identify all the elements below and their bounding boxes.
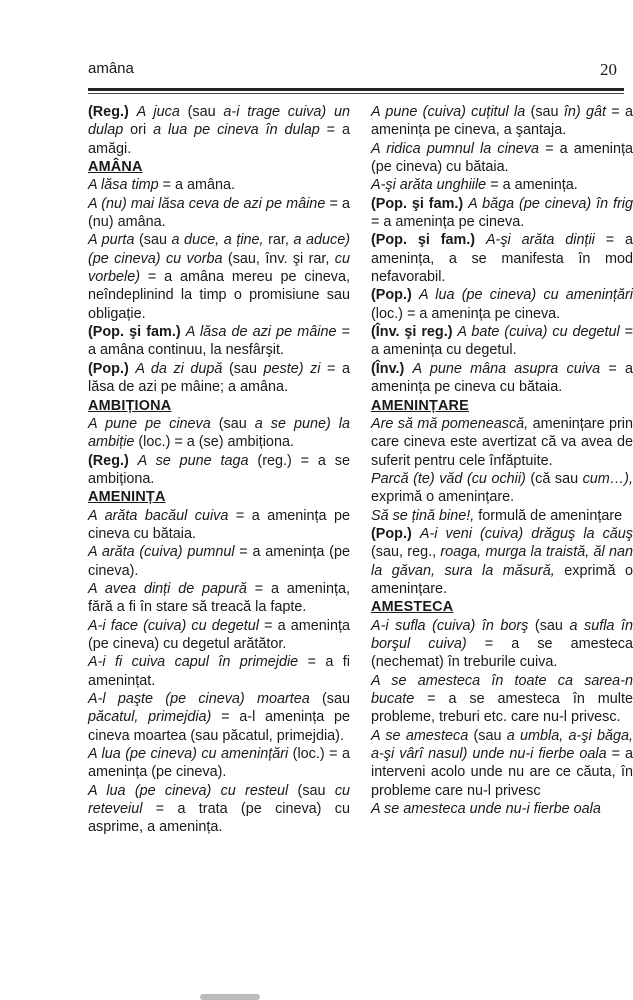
expression-text: a umbla, a-şi băga, a-şi vârî nasul) unde nu-i fierbe oala	[371, 727, 633, 763]
dictionary-entry	[371, 176, 633, 194]
definition-text: = a amenința (pe cineva) cu bătaia.	[371, 140, 633, 176]
definition-text: (sau	[210, 415, 255, 432]
definition-text: = a amenința pe cineva cu bătaia.	[371, 360, 633, 396]
definition-text: (loc.) = a (se) ambiționa.	[134, 434, 294, 451]
definition-text: = a amenința (pe cineva).	[88, 544, 350, 579]
expression-text: A-i sufla (cuiva) în borş	[371, 617, 529, 634]
dictionary-entry	[371, 360, 633, 397]
expression-text: A-i veni (cuiva) drăguş la căuş	[419, 525, 633, 542]
expression-text: a sufla în borşul cuiva)	[371, 617, 633, 652]
register-label: (Pop.)	[88, 360, 136, 377]
dictionary-entry	[88, 231, 350, 323]
expression-text: A lua (pe cineva) cu amenințări	[88, 746, 289, 763]
page-number: 20	[600, 60, 617, 79]
definition-text: = a amenința pe cineva, a şantaja.	[371, 104, 633, 139]
header-rule-thin	[88, 93, 624, 94]
expression-text: A avea dinți de papură	[88, 580, 247, 597]
expression-text: A-l paşte (pe cineva) moartea	[88, 691, 310, 707]
expression-text: cum…),	[582, 470, 633, 487]
register-label: (Reg.)	[88, 104, 137, 120]
dictionary-entry	[371, 231, 633, 286]
register-label: (Pop.)	[371, 525, 420, 542]
definition-text: = a trata (pe cineva) cu asprime, a amenința.	[88, 801, 350, 836]
expression-text: în) gât	[563, 104, 606, 120]
expression-text: Are să mă pomenească,	[371, 415, 529, 432]
dictionary-entry	[88, 507, 350, 544]
dictionary-entry	[88, 580, 350, 617]
expression-text: A bate (cuiva) cu degetul	[457, 324, 620, 341]
dictionary-entry	[371, 525, 633, 598]
definition-text	[326, 104, 334, 120]
definition-text: = a interveni acolo unde nu are ce căuta, în probleme care nu-l privesc	[371, 746, 633, 799]
definition-text: (sau	[222, 360, 264, 377]
register-label: (Reg.)	[88, 452, 138, 469]
headword: AMBIȚIONA	[88, 397, 172, 414]
expression-text: A da zi după	[135, 360, 223, 377]
dictionary-entry	[88, 176, 350, 194]
expression-text: A lăsa de azi pe mâine	[185, 324, 337, 341]
definition-text: = a se amesteca în multe probleme, treburi etc. care nu-l privesc.	[371, 691, 633, 726]
definition-text: = a amenința pe cineva.	[371, 214, 525, 231]
expression-text: un dulap	[88, 104, 350, 139]
dictionary-entry	[88, 617, 350, 654]
expression-text: A arăta bacăul cuiva	[88, 507, 229, 524]
definition-text: (sau	[309, 691, 351, 707]
register-label: (Înv.)	[371, 360, 413, 377]
expression-text: A-i face (cuiva) cu degetul	[88, 617, 259, 634]
expression-text: A pune (cuiva) cuțitul la	[371, 104, 526, 120]
register-label: (Pop.)	[371, 287, 419, 304]
definition-text: = a (nu) amâna.	[88, 195, 351, 231]
expression-text: A (nu) mai lăsa ceva de azi pe mâine	[88, 195, 326, 212]
running-header-word: amâna	[88, 60, 134, 77]
expression-text: a se pune) la ambiție	[88, 415, 350, 451]
dictionary-entry	[371, 507, 633, 525]
headword: AMENINȚARE	[371, 397, 469, 414]
right-column	[371, 103, 633, 818]
header-rule	[88, 88, 624, 91]
scan-smudge	[200, 994, 260, 1000]
left-column	[88, 103, 350, 837]
dictionary-entry	[371, 415, 633, 470]
dictionary-entry	[371, 727, 633, 800]
definition-text: exprimă o amenințare.	[371, 562, 633, 597]
expression-text: a duce, a ține,	[171, 232, 264, 249]
dictionary-entry	[371, 672, 633, 727]
dictionary-entry	[88, 745, 350, 782]
expression-text: A se pune taga	[137, 452, 249, 469]
definition-text: = a amenința.	[486, 177, 578, 194]
definition-text: rar,	[263, 232, 294, 249]
dictionary-entry	[371, 323, 633, 360]
expression-text: a-i trage cuiva)	[223, 104, 327, 120]
dictionary-entry	[371, 800, 633, 818]
definition-text: = a amăgi.	[88, 122, 351, 157]
definition-text: (sau	[134, 232, 172, 249]
register-label: (Înv. şi reg.)	[371, 324, 458, 341]
dictionary-entry	[88, 360, 350, 397]
headword: AMENINȚA	[88, 489, 166, 506]
dictionary-entry	[371, 617, 633, 672]
dictionary-entry	[88, 653, 350, 690]
dictionary-entry	[88, 103, 350, 158]
dictionary-entry	[371, 140, 633, 177]
dictionary-entry	[88, 323, 350, 360]
definition-text: = a-l amenința pe cineva moartea (sau păcatul, primejdia).	[88, 709, 350, 744]
expression-text: A lua (pe cineva) cu amenințări	[419, 287, 633, 304]
expression-text: A-i fi cuiva capul în primejdie	[88, 654, 299, 671]
expression-text: a lua pe cineva în dulap	[153, 122, 320, 139]
definition-text: formulă de amenințare	[474, 507, 623, 524]
expression-text: A lua (pe cineva) cu resteul	[88, 782, 289, 799]
register-label: (Pop. şi fam.)	[88, 324, 186, 341]
expression-text: A lăsa timp	[88, 177, 159, 194]
register-label: (Pop. şi fam.)	[371, 232, 486, 249]
definition-text: (sau, reg.,	[371, 544, 441, 561]
definition-text: = a amenința pe cineva cu bătaia.	[88, 507, 350, 542]
dictionary-entry	[88, 543, 350, 580]
definition-text: (sau	[288, 782, 335, 799]
expression-text: Parcă (te) văd (cu ochii)	[371, 470, 526, 487]
definition-text: = a amâna continuu, la nesfârşit.	[88, 324, 351, 359]
definition-text: ori	[123, 122, 154, 139]
dictionary-entry	[88, 452, 350, 489]
definition-text: (reg.) = a se ambiționa.	[88, 452, 350, 487]
headword: AMESTECA	[371, 599, 454, 616]
definition-text: = a amâna.	[158, 177, 236, 194]
definition-text: (sau	[468, 727, 507, 744]
definition-text: (loc.) = a amenința pe cineva.	[371, 305, 561, 322]
expression-text: a aduce) (pe cineva) cu vorba	[88, 232, 351, 267]
definition-text: = a se amesteca (nechemat) în treburile cuiva.	[371, 635, 633, 671]
dictionary-entry	[88, 195, 350, 232]
expression-text: peste) zi	[263, 360, 321, 377]
definition-text: (sau, înv. şi rar,	[222, 250, 335, 267]
expression-text: A băga (pe cineva) în frig	[468, 195, 633, 212]
dictionary-entry	[371, 286, 633, 323]
expression-text: păcatul, primejdia)	[88, 709, 212, 726]
expression-text: cu reteveiul	[88, 782, 351, 818]
expression-text: A pune mâna asupra cuiva	[412, 360, 601, 377]
expression-text: roaga, murga la traistă, ăl nan la găvan, sura la măsură,	[371, 544, 633, 579]
dictionary-entry	[88, 782, 350, 837]
definition-text: (că sau	[525, 470, 583, 487]
expression-text: A pune pe cineva	[88, 415, 211, 432]
dictionary-entry	[88, 415, 350, 452]
expression-text: A se amesteca unde nu-i fierbe oala	[371, 801, 601, 818]
definition-text: = a lăsa de azi pe mâine; a amâna.	[88, 360, 350, 396]
definition-text: amenințare prin care cineva este avertizat că va avea de suferit pentru cele înfăptuite.	[371, 415, 633, 469]
dictionary-entry	[371, 103, 633, 140]
dictionary-entry	[88, 690, 350, 745]
expression-text: A-şi arăta dinții	[485, 232, 595, 249]
definition-text: (sau	[179, 104, 224, 120]
definition-text: exprimă o amenințare.	[371, 489, 515, 506]
register-label: (Pop. şi fam.)	[371, 195, 469, 212]
expression-text: A ridica pumnul la cineva	[371, 140, 539, 157]
dictionary-entry	[371, 470, 633, 507]
definition-text: (sau	[528, 617, 570, 634]
headword: AMÂNA	[88, 159, 143, 176]
expression-text: Să se țină bine!,	[371, 507, 475, 524]
definition-text: = a amenința, fără a fi în stare să treacă la fapte.	[88, 580, 350, 616]
definition-text: = a amenința cu degetul.	[371, 324, 633, 359]
expression-text: A purta	[88, 232, 135, 249]
expression-text: A-şi arăta unghiile	[371, 177, 487, 194]
definition-text: (loc.) = a amenința (pe cineva).	[88, 746, 350, 781]
dictionary-entry	[371, 195, 633, 232]
expression-text: A arăta (cuiva) pumnul	[88, 544, 235, 561]
definition-text: = a amâna mereu pe cineva, neîndeplinind la timp o promisiune sau obligație.	[88, 269, 350, 322]
expression-text: cu vorbele)	[88, 250, 350, 286]
expression-text: A se amesteca	[371, 727, 469, 744]
definition-text: = a amenința, a se manifesta în mod nefavorabil.	[371, 232, 633, 286]
definition-text: (sau	[525, 104, 564, 120]
expression-text: A juca	[136, 104, 180, 120]
expression-text: A se amesteca în toate ca sarea-n bucate	[371, 672, 633, 707]
definition-text: = a fi amenințat.	[88, 654, 350, 689]
definition-text: = a amenința (pe cineva) cu degetul arătător.	[88, 617, 350, 652]
